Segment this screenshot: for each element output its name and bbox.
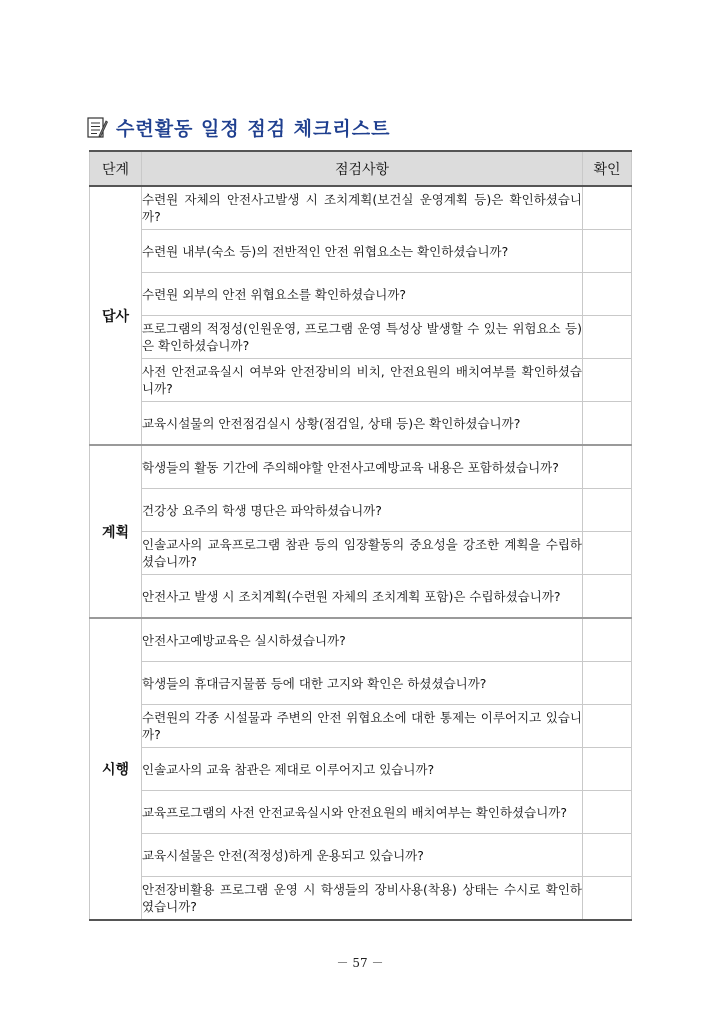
stage-cell: 시행 xyxy=(90,618,142,920)
checklist-item: 사전 안전교육실시 여부와 안전장비의 비치, 안전요원의 배치여부를 확인하셨습니까? xyxy=(142,359,583,402)
header-check: 확인 xyxy=(583,151,632,186)
check-cell[interactable] xyxy=(583,230,632,273)
table-row xyxy=(90,705,632,748)
checklist-item: 학생들의 휴대금지물품 등에 대한 고지와 확인은 하셨셨습니까? xyxy=(142,662,583,705)
checklist-item: 인솔교사의 교육프로그램 참관 등의 임장활동의 중요성을 강조한 계획을 수립하셨습니까? xyxy=(142,532,583,575)
table-row xyxy=(90,402,632,446)
table-row xyxy=(90,748,632,791)
table-row xyxy=(90,489,632,532)
check-cell[interactable] xyxy=(583,359,632,402)
check-cell[interactable] xyxy=(583,618,632,662)
header-stage: 단계 xyxy=(90,151,142,186)
table-row xyxy=(90,445,632,489)
checklist-item: 교육시설물의 안전점검실시 상황(점검일, 상태 등)은 확인하셨습니까? xyxy=(142,402,583,446)
check-cell[interactable] xyxy=(583,834,632,877)
check-cell[interactable] xyxy=(583,316,632,359)
checklist-item: 안전장비활용 프로그램 운영 시 학생들의 장비사용(착용) 상태는 수시로 확인하였습니까? xyxy=(142,877,583,921)
checklist-item: 안전사고예방교육은 실시하셨습니까? xyxy=(142,618,583,662)
check-cell[interactable] xyxy=(583,748,632,791)
check-cell[interactable] xyxy=(583,575,632,619)
table-row xyxy=(90,230,632,273)
check-cell[interactable] xyxy=(583,662,632,705)
checklist-item: 수련원 자체의 안전사고발생 시 조치계획(보건실 운영계획 등)은 확인하셨습니까? xyxy=(142,186,583,230)
table-row xyxy=(90,532,632,575)
checklist-item: 프로그램의 적정성(인원운영, 프로그램 운영 특성상 발생할 수 있는 위험요소 등)은 확인하셨습니까? xyxy=(142,316,583,359)
checklist-item: 인솔교사의 교육 참관은 제대로 이루어지고 있습니까? xyxy=(142,748,583,791)
check-cell[interactable] xyxy=(583,791,632,834)
check-cell[interactable] xyxy=(583,186,632,230)
stage-cell: 답사 xyxy=(90,186,142,445)
table-row xyxy=(90,575,632,619)
page-title xyxy=(86,112,390,142)
checklist-item: 학생들의 활동 기간에 주의해야할 안전사고예방교육 내용은 포함하셨습니까? xyxy=(142,445,583,489)
checklist-item: 건강상 요주의 학생 명단은 파악하셨습니까? xyxy=(142,489,583,532)
checklist-item: 안전사고 발생 시 조치계획(수련원 자체의 조치계획 포함)은 수립하셨습니까? xyxy=(142,575,583,619)
stage-group xyxy=(90,618,632,920)
table-row xyxy=(90,316,632,359)
header-content: 점검사항 xyxy=(142,151,583,186)
checklist-item: 수련원 내부(숙소 등)의 전반적인 안전 위협요소는 확인하셨습니까? xyxy=(142,230,583,273)
table-row xyxy=(90,186,632,230)
checklist-item: 수련원의 각종 시설물과 주변의 안전 위협요소에 대한 통제는 이루어지고 있습니까? xyxy=(142,705,583,748)
check-cell[interactable] xyxy=(583,402,632,446)
table-row xyxy=(90,834,632,877)
check-cell[interactable] xyxy=(583,489,632,532)
check-cell[interactable] xyxy=(583,445,632,489)
checklist-item: 교육프로그램의 사전 안전교육실시와 안전요원의 배치여부는 확인하셨습니까? xyxy=(142,791,583,834)
stage-cell: 계획 xyxy=(90,445,142,618)
header-row xyxy=(90,151,632,186)
table-row xyxy=(90,618,632,662)
checklist-item: 수련원 외부의 안전 위협요소를 확인하셨습니까? xyxy=(142,273,583,316)
check-cell[interactable] xyxy=(583,705,632,748)
table-row xyxy=(90,791,632,834)
checklist-table xyxy=(89,150,632,921)
checklist-item: 교육시설물은 안전(적정성)하게 운용되고 있습니까? xyxy=(142,834,583,877)
stage-group xyxy=(90,445,632,618)
check-cell[interactable] xyxy=(583,532,632,575)
check-cell[interactable] xyxy=(583,877,632,921)
table-row xyxy=(90,273,632,316)
table-row xyxy=(90,359,632,402)
table-row xyxy=(90,662,632,705)
title-text: 수련활동 일정 점검 체크리스트 xyxy=(116,117,391,140)
check-cell[interactable] xyxy=(583,273,632,316)
page-number: － 57 － xyxy=(336,956,384,970)
stage-group xyxy=(90,186,632,445)
checklist-icon xyxy=(86,115,108,139)
table-row xyxy=(90,877,632,921)
